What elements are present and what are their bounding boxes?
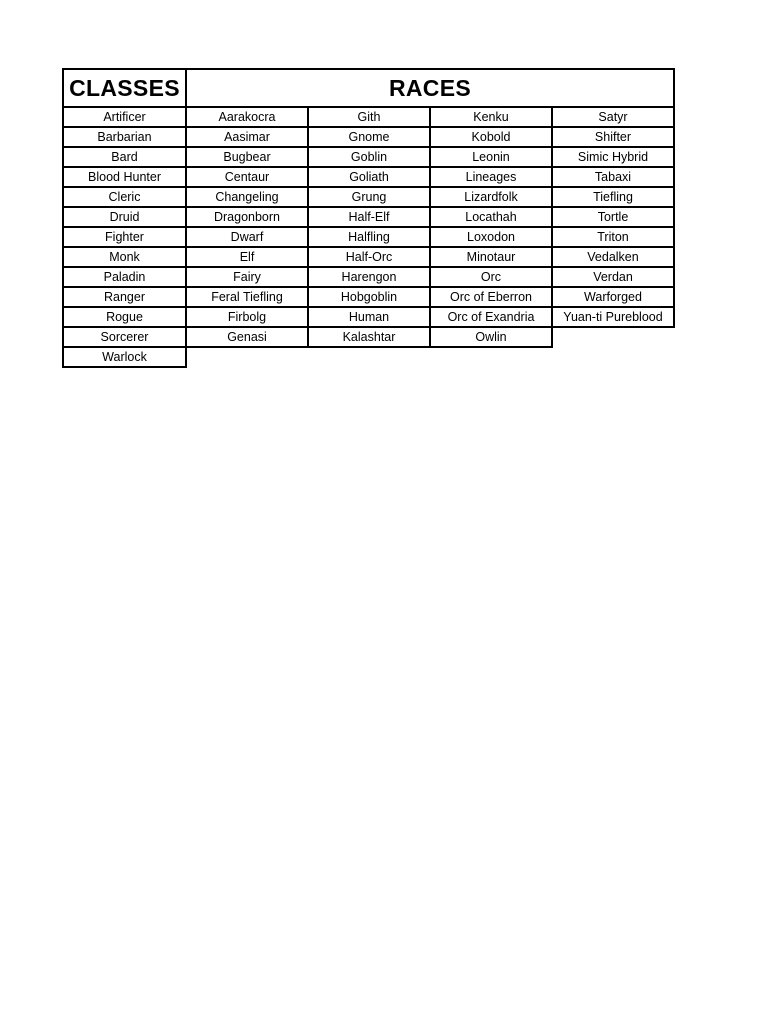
class-cell: Warlock bbox=[63, 347, 186, 367]
race-cell: Grung bbox=[308, 187, 430, 207]
empty-cell bbox=[308, 347, 430, 367]
race-cell: Locathah bbox=[430, 207, 552, 227]
race-cell: Owlin bbox=[430, 327, 552, 347]
race-cell: Bugbear bbox=[186, 147, 308, 167]
class-cell: Bard bbox=[63, 147, 186, 167]
class-cell: Paladin bbox=[63, 267, 186, 287]
class-cell: Barbarian bbox=[63, 127, 186, 147]
race-cell: Orc bbox=[430, 267, 552, 287]
races-header: RACES bbox=[186, 69, 674, 107]
race-cell: Tortle bbox=[552, 207, 674, 227]
race-cell: Satyr bbox=[552, 107, 674, 127]
race-cell: Genasi bbox=[186, 327, 308, 347]
race-cell: Goliath bbox=[308, 167, 430, 187]
table-row bbox=[63, 167, 674, 187]
class-cell: Fighter bbox=[63, 227, 186, 247]
table-row bbox=[63, 207, 674, 227]
race-cell: Shifter bbox=[552, 127, 674, 147]
class-cell: Artificer bbox=[63, 107, 186, 127]
race-cell: Kenku bbox=[430, 107, 552, 127]
race-cell: Firbolg bbox=[186, 307, 308, 327]
table-row bbox=[63, 327, 674, 347]
class-cell: Monk bbox=[63, 247, 186, 267]
race-cell: Tiefling bbox=[552, 187, 674, 207]
class-cell: Ranger bbox=[63, 287, 186, 307]
race-cell: Half-Orc bbox=[308, 247, 430, 267]
race-cell: Dragonborn bbox=[186, 207, 308, 227]
class-cell: Rogue bbox=[63, 307, 186, 327]
race-cell: Aasimar bbox=[186, 127, 308, 147]
class-cell: Druid bbox=[63, 207, 186, 227]
race-cell: Fairy bbox=[186, 267, 308, 287]
race-cell: Changeling bbox=[186, 187, 308, 207]
empty-cell bbox=[552, 347, 674, 367]
race-cell: Vedalken bbox=[552, 247, 674, 267]
race-cell: Yuan-ti Pureblood bbox=[552, 307, 674, 327]
table-row bbox=[63, 127, 674, 147]
race-cell: Feral Tiefling bbox=[186, 287, 308, 307]
race-cell: Dwarf bbox=[186, 227, 308, 247]
classes-header: CLASSES bbox=[63, 69, 186, 107]
race-cell: Loxodon bbox=[430, 227, 552, 247]
race-cell: Lineages bbox=[430, 167, 552, 187]
race-cell: Half-Elf bbox=[308, 207, 430, 227]
table-row bbox=[63, 247, 674, 267]
race-cell: Lizardfolk bbox=[430, 187, 552, 207]
race-cell: Triton bbox=[552, 227, 674, 247]
race-cell: Human bbox=[308, 307, 430, 327]
table-row bbox=[63, 107, 674, 127]
table-body bbox=[63, 69, 674, 367]
race-cell: Gnome bbox=[308, 127, 430, 147]
race-cell: Halfling bbox=[308, 227, 430, 247]
class-cell: Sorcerer bbox=[63, 327, 186, 347]
race-cell: Hobgoblin bbox=[308, 287, 430, 307]
race-cell: Verdan bbox=[552, 267, 674, 287]
race-cell: Centaur bbox=[186, 167, 308, 187]
race-cell: Orc of Eberron bbox=[430, 287, 552, 307]
table-row bbox=[63, 307, 674, 327]
class-cell: Cleric bbox=[63, 187, 186, 207]
empty-cell bbox=[430, 347, 552, 367]
empty-cell bbox=[552, 327, 674, 347]
table-row bbox=[63, 147, 674, 167]
race-cell: Tabaxi bbox=[552, 167, 674, 187]
race-cell: Gith bbox=[308, 107, 430, 127]
race-cell: Harengon bbox=[308, 267, 430, 287]
race-cell: Warforged bbox=[552, 287, 674, 307]
table-row bbox=[63, 347, 674, 367]
header-row bbox=[63, 69, 674, 107]
class-cell: Blood Hunter bbox=[63, 167, 186, 187]
empty-cell bbox=[186, 347, 308, 367]
race-cell: Kalashtar bbox=[308, 327, 430, 347]
classes-races-table bbox=[62, 68, 675, 368]
race-cell: Elf bbox=[186, 247, 308, 267]
race-cell: Simic Hybrid bbox=[552, 147, 674, 167]
race-cell: Minotaur bbox=[430, 247, 552, 267]
race-cell: Leonin bbox=[430, 147, 552, 167]
race-cell: Orc of Exandria bbox=[430, 307, 552, 327]
table-row bbox=[63, 227, 674, 247]
table-row bbox=[63, 267, 674, 287]
table-row bbox=[63, 287, 674, 307]
table-row bbox=[63, 187, 674, 207]
race-cell: Goblin bbox=[308, 147, 430, 167]
race-cell: Kobold bbox=[430, 127, 552, 147]
race-cell: Aarakocra bbox=[186, 107, 308, 127]
